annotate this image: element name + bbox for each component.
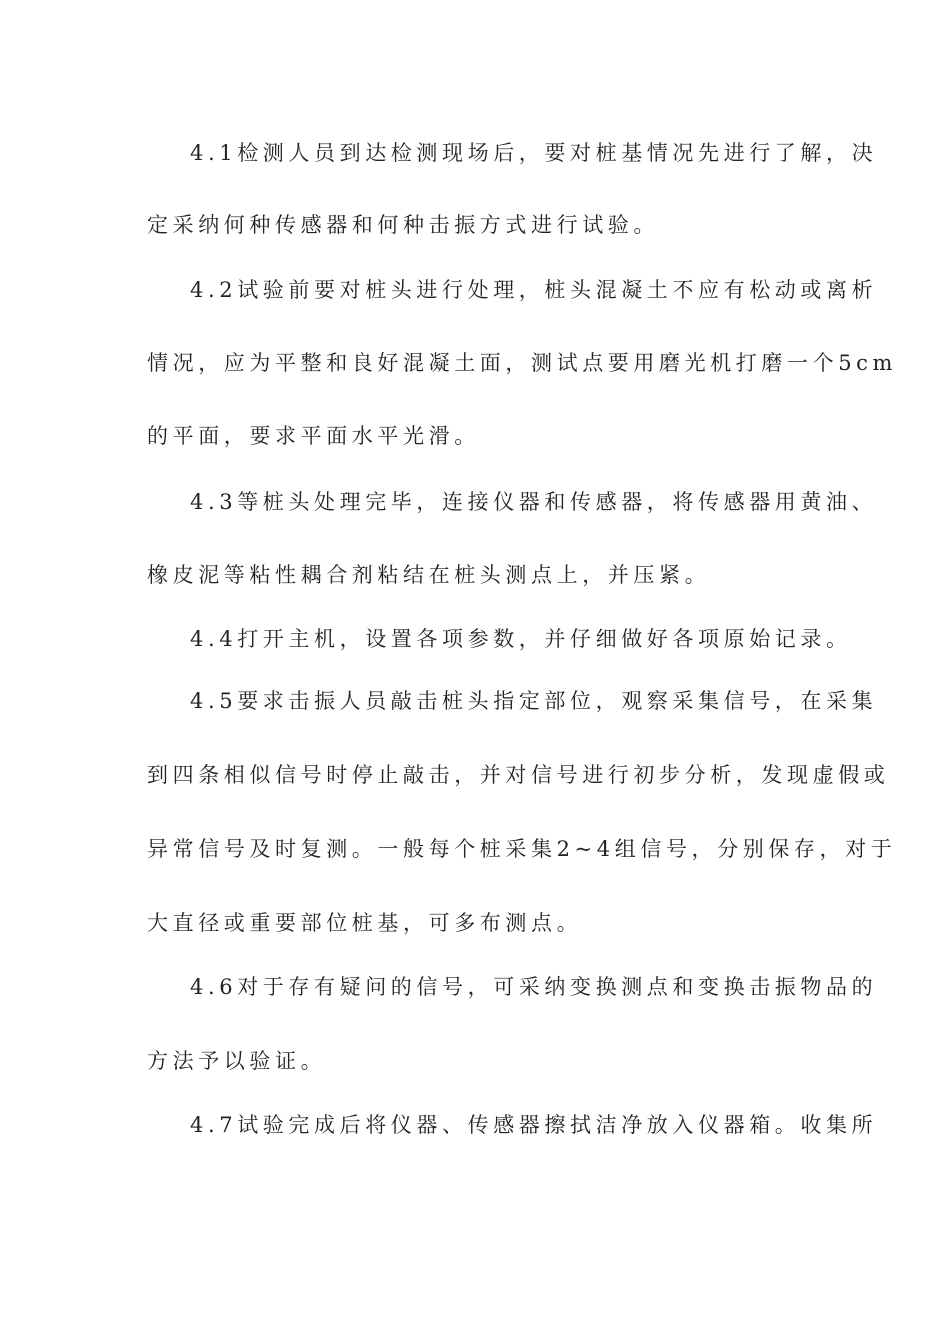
- paragraph-4-5-line-3: 异常信号及时复测。一般每个桩采集2~4组信号，分别保存，对于: [147, 837, 897, 861]
- paragraph-4-1-line-2: 定采纳何种传感器和何种击振方式进行试验。: [147, 213, 659, 237]
- paragraph-4-2-line-2: 情况，应为平整和良好混凝土面，测试点要用磨光机打磨一个5cm: [147, 351, 898, 375]
- paragraph-4-6-line-2: 方法予以验证。: [147, 1049, 327, 1073]
- paragraph-4-1-line-1: 4.1检测人员到达检测现场后，要对桩基情况先进行了解，决: [190, 141, 878, 165]
- paragraph-4-5-line-4: 大直径或重要部位桩基，可多布测点。: [147, 911, 583, 935]
- paragraph-4-2-line-1: 4.2试验前要对桩头进行处理，桩头混凝土不应有松动或离析: [190, 278, 878, 302]
- paragraph-4-7-line-1: 4.7试验完成后将仪器、传感器擦拭洁净放入仪器箱。收集所: [190, 1113, 878, 1137]
- paragraph-4-3-line-1: 4.3等桩头处理完毕，连接仪器和传感器，将传感器用黄油、: [190, 490, 878, 514]
- paragraph-4-5-line-1: 4.5要求击振人员敲击桩头指定部位，观察采集信号，在采集: [190, 689, 878, 713]
- paragraph-4-4-line-1: 4.4打开主机，设置各项参数，并仔细做好各项原始记录。: [190, 627, 852, 651]
- paragraph-4-5-line-2: 到四条相似信号时停止敲击，并对信号进行初步分析，发现虚假或: [147, 763, 890, 787]
- paragraph-4-6-line-1: 4.6对于存有疑问的信号，可采纳变换测点和变换击振物品的: [190, 975, 878, 999]
- paragraph-4-2-line-3: 的平面，要求平面水平光滑。: [147, 424, 480, 448]
- paragraph-4-3-line-2: 橡皮泥等粘性耦合剂粘结在桩头测点上，并压紧。: [147, 563, 711, 587]
